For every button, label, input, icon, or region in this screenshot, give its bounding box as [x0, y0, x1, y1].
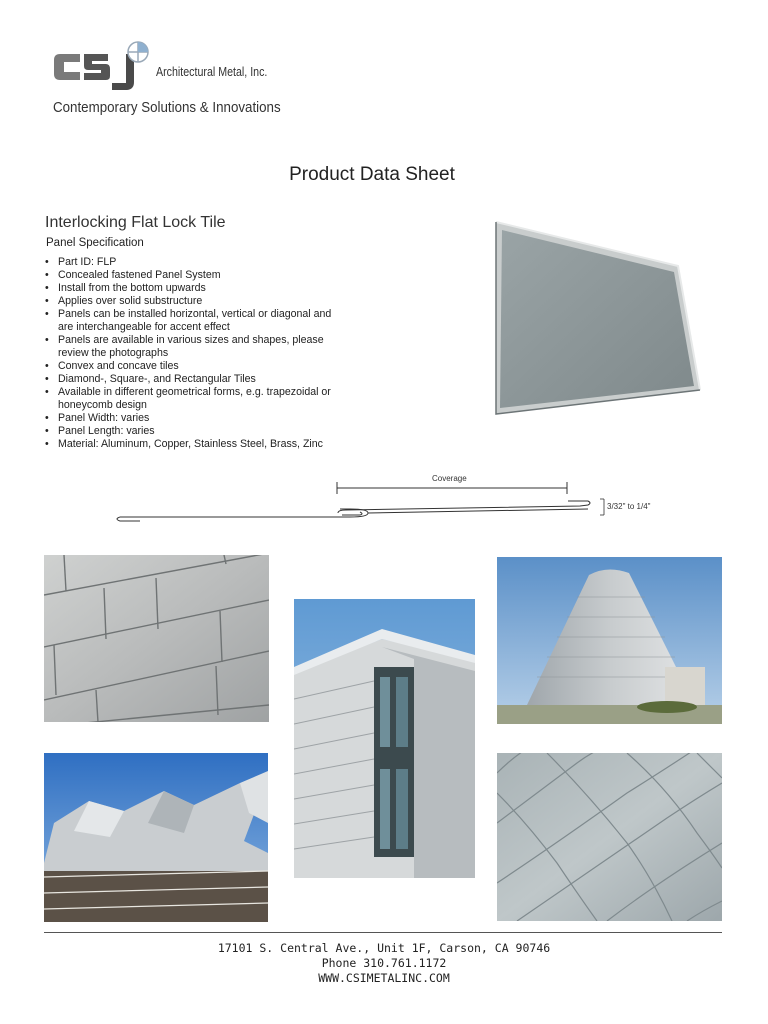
csi-logo	[50, 38, 155, 100]
panel-illustration	[488, 216, 706, 420]
footer-website: WWW.CSIMETALINC.COM	[318, 971, 450, 985]
gauge-label: 3/32" to 1/4"	[607, 502, 651, 511]
panel-profile-diagram	[110, 470, 670, 526]
photo-diamond-tiles	[497, 753, 722, 921]
spec-item: • Panel Width: varies	[44, 412, 334, 425]
spec-item: • Applies over solid substructure	[44, 295, 334, 308]
footer	[0, 941, 768, 986]
product-title: Interlocking Flat Lock Tile	[45, 214, 226, 231]
logo-mark	[54, 42, 148, 90]
company-name: Architectural Metal, Inc.	[156, 64, 268, 79]
spec-item: • Part ID: FLP	[44, 256, 334, 269]
spec-item: • Panel Length: varies	[44, 425, 334, 438]
footer-phone: Phone 310.761.1172	[321, 956, 447, 970]
spec-item: • Available in different geometrical forms, e.g. trapezoidal or honeycomb design	[44, 386, 334, 412]
photo-cone-building	[497, 557, 722, 724]
photo-building-facade	[294, 599, 475, 878]
spec-item: • Panels are available in various sizes and shapes, please review the photographs	[44, 334, 334, 360]
spec-heading: Panel Specification	[46, 237, 144, 249]
photo-angular-building	[44, 753, 268, 922]
tagline: Contemporary Solutions & Innovations	[53, 100, 281, 116]
spec-item: • Install from the bottom upwards	[44, 282, 334, 295]
spec-item: • Panels can be installed horizontal, vertical or diagonal and are interchangeable for accent effect	[44, 308, 334, 334]
photo-rectangular-tiles	[44, 555, 269, 722]
spec-item: • Concealed fastened Panel System	[44, 269, 334, 282]
footer-address: 17101 S. Central Ave., Unit 1F, Carson, CA 90746	[217, 941, 551, 955]
spec-item: • Material: Aluminum, Copper, Stainless Steel, Brass, Zinc	[44, 438, 334, 451]
spec-item: • Diamond-, Square-, and Rectangular Tiles	[44, 373, 334, 386]
spec-item: • Convex and concave tiles	[44, 360, 334, 373]
page-title: Product Data Sheet	[289, 164, 455, 185]
footer-divider	[44, 932, 722, 933]
coverage-label: Coverage	[432, 474, 467, 483]
spec-list	[44, 256, 334, 451]
